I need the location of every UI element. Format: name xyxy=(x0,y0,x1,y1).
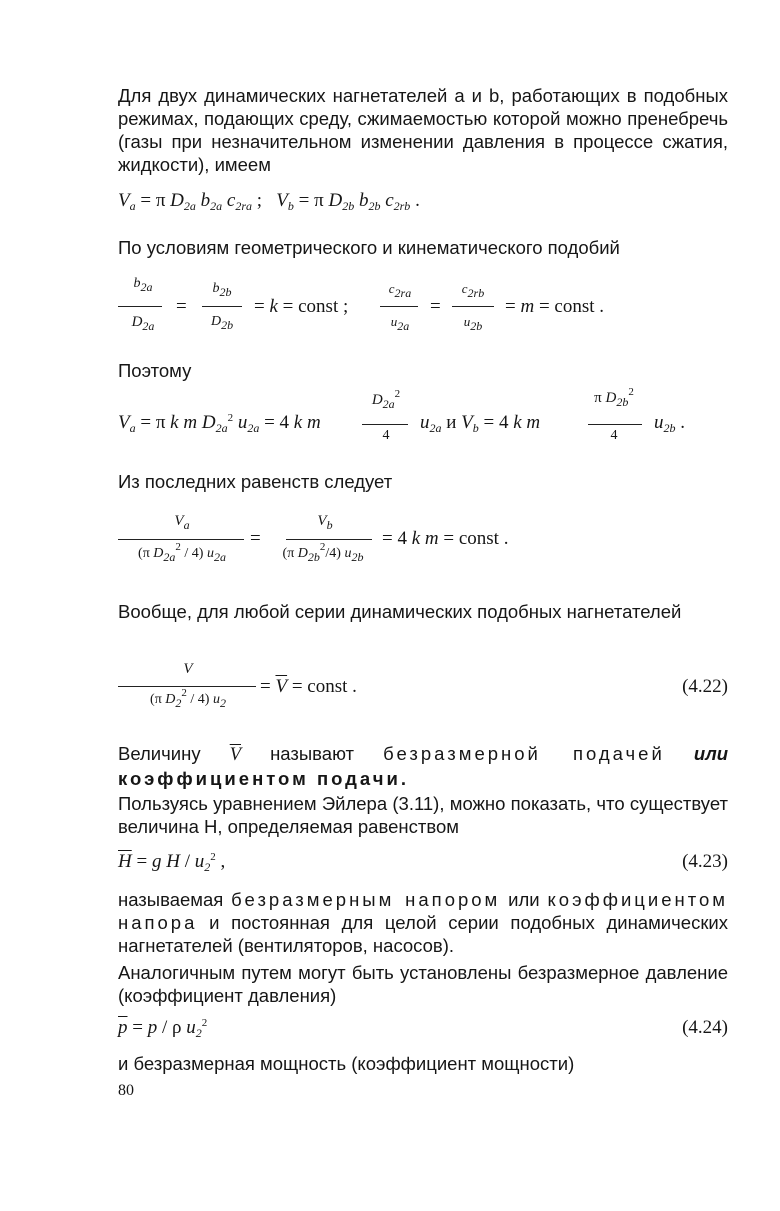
formula-flow-rates: $V_a = \pi$ $D_{2a}$ $b_{2a}$ $c_{2ra}$ ; $V_b = \pi$ $D_{2b}$ $b_{2b}$ $c_{2rb}$ . xyxy=(118,190,420,213)
document-page: Для двух динамических нагнетателей a и b, работающих в подобных режимах, подающих среду, сжимаемостью которой можно пренебречь (газы при незначительном изменении давления в процессе сжатия, жидкости), имеем $V_a = \pi$ $D_{2a}$ $b_{2a}$ $c_{2ra}$ ; $V_b = \pi$ $D_{2b}$ $b_{2b}$ $c_{2rb}$ . По условиям геометрического и кинематического подобий b2a $D_{2a}$ = b2b D2b = k = const ; c2ra u2a = c2rb u2b = m = const . Поэтому $V_a = \pi$ k m $D_{2a}^2$ $u_{2a} = 4$ k m $D_{2a}^2$ 4 $u_{2a}$ и $V_b = 4$ k m π $D_{2b}^2$ 4 $u_{2b}$ . Из последних равенств следует $V_a$ (π $D2a^2 / 4$) u2a = $V_b$ (π $D2b^2/4$) u2b = 4 k m = const . Вообще, для любой серии динамических подобных нагнетателей V (π $D2^2 / 4$) u2 = $\overline{V}$ = const . (4.22) Величину $\overline{V}$ называют безразмерной подачей или коэффициентом подачи. Пользуясь уравнением Эйлера (3.11), можно показать, что существует величина H, определяемая равенством $\overline{H} = g$ H / $u_2^2$ , (4.23) называемая безразмерным напором или коэффициентом напора и постоянная для целой серии подобных динамических нагнетателей (вентиляторов, насосов). Аналогичным путем могут быть установлены безразмерное давление (коэффициент давления) $\overline{p} = p / \rho$ $u_2^2$ (4.24) и безразмерная мощность (коэффициент мощности) 80 xyxy=(118,85,728,1099)
formula-dimensionless-head: $\overline{H} = g$ H / $u_2^2$ , xyxy=(118,851,226,874)
paragraph-similarity: По условиям геометрического и кинематического подобий xyxy=(118,237,620,258)
paragraph-pressure: Аналогичным путем могут быть установлены безразмерное давление (коэффициент давления) xyxy=(118,962,728,1006)
paragraph-follows: Из последних равенств следует xyxy=(118,471,393,492)
paragraph-therefore: Поэтому xyxy=(118,360,192,381)
paragraph-euler: Пользуясь уравнением Эйлера (3.11), можно показать, что существует величина H, определяемая равенством xyxy=(118,793,728,837)
paragraph-intro: Для двух динамических нагнетателей a и b, работающих в подобных режимах, подающих среду, сжимаемостью которой можно пренебречь (газы при незначительном изменении давления в процессе сжатия, жидкости), имеем xyxy=(118,85,728,175)
equation-number-4-22: (4.22) xyxy=(682,676,728,697)
paragraph-general: Вообще, для любой серии динамических подобных нагнетателей xyxy=(118,601,682,622)
paragraph-flow-coefficient: Величину $\overline{V}$ называют безразмерной подачей или коэффициентом подачи. xyxy=(118,743,728,789)
formula-dimensionless-pressure: $\overline{p} = p / \rho$ $u_2^2$ xyxy=(118,1017,208,1040)
equation-number-4-24: (4.24) xyxy=(682,1017,728,1038)
paragraph-head-coefficient: называемая безразмерным напором или коэффициентом напора и постоянная для целой серии подобных динамических нагнетателей (вентиляторов, насосов). xyxy=(118,889,728,956)
equation-number-4-23: (4.23) xyxy=(682,851,728,872)
paragraph-power: и безразмерная мощность (коэффициент мощности) xyxy=(118,1053,575,1074)
page-number: 80 xyxy=(118,1082,134,1099)
